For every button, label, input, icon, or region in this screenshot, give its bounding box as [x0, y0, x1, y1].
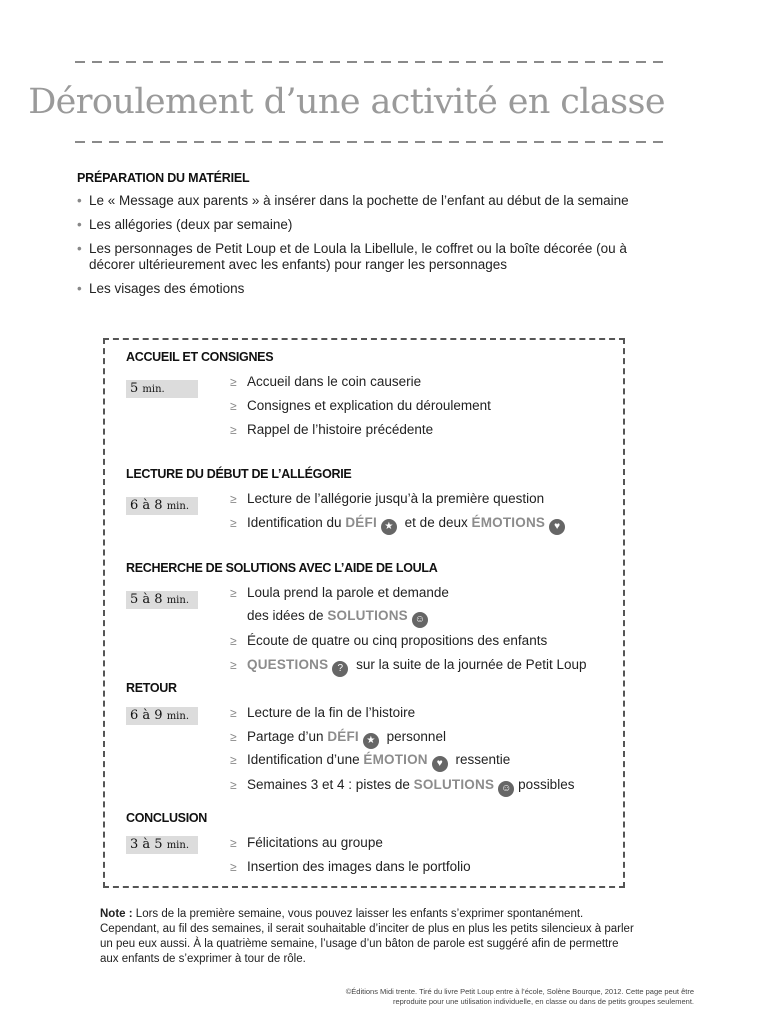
note-text: Lors de la première semaine, vous pouvez laisser les enfants s’exprimer spontanément. Cependant, au fil des semaines, il serait souhaitable d’inciter de plus en plus les petits silencieux à parler un peu eux aussi. À la quatrième semaine, l’usage d’un bâton de parole est suggéré afin de permettre aux enfants de s’exprimer à tour de rôle. — [100, 908, 634, 965]
section-heading-lecture: LECTURE DU DÉBUT DE L’ALLÉGORIE — [126, 467, 352, 481]
list-item: • Les personnages de Petit Loup et de Loula la Libellule, le coffret ou la boîte décorée (ou à décorer ultérieurement avec les enfants) pour ranger les personnages — [77, 241, 637, 273]
smiley-icon: ☺ — [498, 781, 514, 797]
star-icon: ★ — [381, 519, 397, 535]
list-item: ≥ Semaines 3 et 4 : pistes de SOLUTIONS ☺ possibles — [230, 777, 574, 797]
preparation-heading: PRÉPARATION DU MATÉRIEL — [77, 171, 250, 185]
arrow-icon: ≥ — [230, 753, 237, 767]
note-paragraph — [100, 907, 635, 967]
list-item: ≥ Identification d’une ÉMOTION ♥ ressentie — [230, 752, 510, 772]
arrow-icon: ≥ — [230, 706, 237, 720]
arrow-icon: ≥ — [230, 423, 237, 437]
list-item: ≥ Lecture de l’allégorie jusqu’à la première question — [230, 491, 545, 506]
section-heading-accueil: ACCUEIL ET CONSIGNES — [126, 350, 274, 364]
list-item: • Les allégories (deux par semaine) — [77, 217, 637, 233]
arrow-icon: ≥ — [230, 836, 237, 850]
arrow-icon: ≥ — [230, 492, 237, 506]
section-heading-conclusion: CONCLUSION — [126, 811, 208, 825]
list-item: ≥ Lecture de la fin de l’histoire — [230, 705, 416, 720]
arrow-icon: ≥ — [230, 658, 237, 672]
section-heading-retour: RETOUR — [126, 681, 177, 695]
question-icon: ? — [332, 661, 348, 677]
arrow-icon: ≥ — [230, 375, 237, 389]
list-item: ≥ Consignes et explication du déroulement — [230, 398, 491, 413]
star-icon: ★ — [363, 733, 379, 749]
footer-line-2: reproduite pour une utilisation individuelle, en classe ou dans de petits groupes seulement. — [392, 997, 694, 1006]
decorative-line-bottom — [75, 137, 670, 147]
time-badge-retour: 6 à 9 min. — [126, 707, 198, 725]
arrow-icon: ≥ — [230, 778, 237, 792]
heart-icon: ♥ — [549, 519, 565, 535]
arrow-icon: ≥ — [230, 860, 237, 874]
list-item: ≥ Félicitations au groupe — [230, 835, 383, 850]
list-item: ≥ Insertion des images dans le portfolio — [230, 859, 471, 874]
time-badge-recherche: 5 à 8 min. — [126, 591, 198, 609]
copyright-footer — [0, 987, 694, 1007]
list-item: ≥ Écoute de quatre ou cinq propositions des enfants — [230, 633, 548, 648]
arrow-icon: ≥ — [230, 399, 237, 413]
list-item-continued: des idées de SOLUTIONS ☺ — [247, 608, 432, 628]
time-badge-accueil: 5 min. — [126, 380, 198, 398]
arrow-icon: ≥ — [230, 730, 237, 744]
arrow-icon: ≥ — [230, 634, 237, 648]
time-badge-lecture: 6 à 8 min. — [126, 497, 198, 515]
note-label: Note : — [100, 908, 133, 920]
time-badge-conclusion: 3 à 5 min. — [126, 836, 198, 854]
list-item: ≥ Rappel de l’histoire précédente — [230, 422, 434, 437]
preparation-list — [77, 193, 637, 305]
list-item: • Le « Message aux parents » à insérer dans la pochette de l’enfant au début de la semaine — [77, 193, 637, 209]
footer-line-1: ©Éditions Midi trente. Tiré du livre Petit Loup entre à l’école, Solène Bourque, 2012. Cette page peut être — [345, 987, 694, 996]
list-item: ≥ Partage d’un DÉFI ★ personnel — [230, 729, 446, 749]
decorative-line-top — [75, 57, 670, 67]
list-item: ≥ Identification du DÉFI ★ et de deux ÉMOTIONS ♥ — [230, 515, 569, 535]
list-item: ≥ Loula prend la parole et demande — [230, 585, 449, 600]
smiley-icon: ☺ — [412, 612, 428, 628]
arrow-icon: ≥ — [230, 516, 237, 530]
arrow-icon: ≥ — [230, 586, 237, 600]
section-heading-recherche: RECHERCHE DE SOLUTIONS AVEC L’AIDE DE LOULA — [126, 561, 438, 575]
page-title: Déroulement d’une activité en classe — [28, 82, 665, 122]
list-item: • Les visages des émotions — [77, 281, 637, 297]
list-item: ≥ QUESTIONS ? sur la suite de la journée de Petit Loup — [230, 657, 586, 677]
list-item: ≥ Accueil dans le coin causerie — [230, 374, 422, 389]
heart-icon: ♥ — [432, 756, 448, 772]
